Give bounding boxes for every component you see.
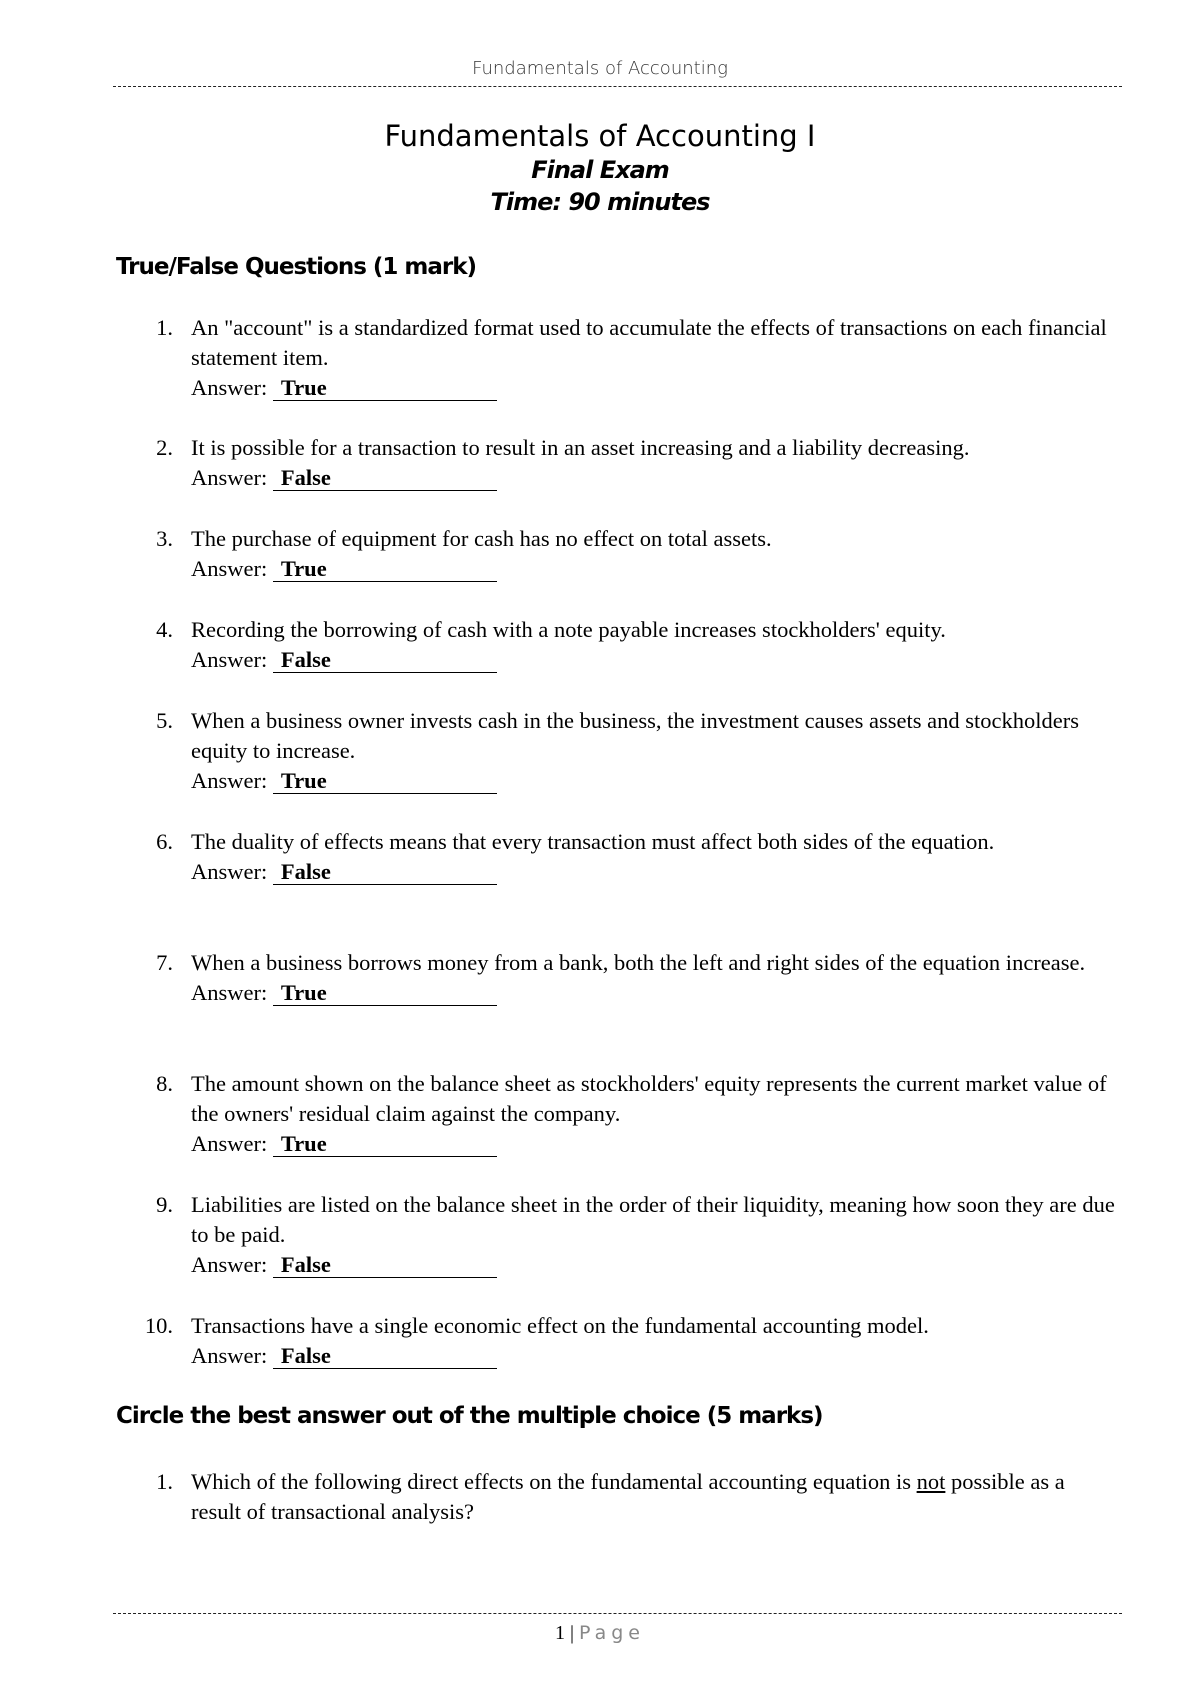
tf-question [116, 433, 1116, 493]
question-number: 8. [156, 1071, 173, 1096]
page-number: 1 [554, 1622, 565, 1644]
question-number: 4. [156, 617, 173, 642]
answer-label: Answer: [191, 1252, 268, 1277]
answer-value: True [273, 376, 497, 401]
tf-question [116, 827, 1116, 887]
running-header: Fundamentals of Accounting [472, 58, 728, 79]
question-text: The amount shown on the balance sheet as stockholders' equity represents the current market value of the owners' residual claim against the company. [191, 1071, 1107, 1126]
answer-line [191, 645, 1116, 675]
exam-time: Time: 90 minutes [490, 188, 710, 216]
answer-line [191, 1129, 1116, 1159]
question-text-start: Which of the following direct effects on the fundamental accounting equation is [191, 1469, 917, 1494]
answer-label: Answer: [191, 859, 268, 884]
question-text: It is possible for a transaction to result in an asset increasing and a liability decreasing. [191, 435, 970, 460]
question-number: 7. [156, 950, 173, 975]
question-number: 1. [156, 1469, 173, 1494]
answer-line [191, 1250, 1116, 1280]
answer-label: Answer: [191, 1343, 268, 1368]
page-footer [0, 1622, 1200, 1645]
question-text-end: possible as a result of transactional analysis? [191, 1469, 1065, 1524]
question-emphasis: not [916, 1469, 946, 1494]
question-text: Recording the borrowing of cash with a note payable increases stockholders' equity. [191, 617, 946, 642]
answer-value: True [273, 557, 497, 582]
answer-line [191, 978, 1116, 1008]
question-text: The duality of effects means that every transaction must affect both sides of the equation. [191, 829, 995, 854]
answer-value: True [273, 981, 497, 1006]
page-word: Page [579, 1622, 645, 1644]
answer-line [191, 463, 1116, 493]
question-text: When a business owner invests cash in the business, the investment causes assets and stockholders equity to increase. [191, 708, 1079, 763]
tf-question [116, 948, 1116, 1008]
answer-value: True [273, 1132, 497, 1157]
answer-label: Answer: [191, 465, 268, 490]
question-text: An "account" is a standardized format used to accumulate the effects of transactions on each financial statement item. [191, 315, 1107, 370]
footer-rule [113, 1613, 1122, 1614]
answer-line [191, 554, 1116, 584]
answer-value: False [273, 1253, 497, 1278]
tf-question [116, 1311, 1116, 1371]
header-rule [113, 86, 1122, 87]
answer-label: Answer: [191, 980, 268, 1005]
tf-question [116, 313, 1116, 403]
answer-line [191, 766, 1116, 796]
answer-line [191, 1341, 1116, 1371]
title-block [0, 118, 1200, 218]
question-number: 6. [156, 829, 173, 854]
question-number: 9. [156, 1192, 173, 1217]
answer-label: Answer: [191, 375, 268, 400]
question-text: Liabilities are listed on the balance sheet in the order of their liquidity, meaning how soon they are due to be paid. [191, 1192, 1115, 1247]
answer-value: False [273, 1344, 497, 1369]
answer-value: False [273, 860, 497, 885]
tf-question [116, 1069, 1116, 1159]
tf-question [116, 615, 1116, 675]
tf-question [116, 1190, 1116, 1280]
answer-label: Answer: [191, 556, 268, 581]
answer-label: Answer: [191, 1131, 268, 1156]
question-number: 2. [156, 435, 173, 460]
question-text: The purchase of equipment for cash has no effect on total assets. [191, 526, 772, 551]
exam-subtitle: Final Exam [531, 156, 669, 184]
answer-value: False [273, 466, 497, 491]
question-number: 1. [156, 315, 173, 340]
document-title: Fundamentals of Accounting I [384, 119, 816, 153]
true-false-heading: True/False Questions (1 mark) [116, 254, 477, 280]
tf-question [116, 524, 1116, 584]
answer-line [191, 857, 1116, 887]
answer-label: Answer: [191, 647, 268, 672]
mc-question [116, 1467, 1116, 1527]
tf-question [116, 706, 1116, 796]
question-number: 3. [156, 526, 173, 551]
answer-value: False [273, 648, 497, 673]
question-number: 5. [156, 708, 173, 733]
multiple-choice-heading: Circle the best answer out of the multiple choice (5 marks) [116, 1403, 823, 1429]
question-text: When a business borrows money from a bank, both the left and right sides of the equation increase. [191, 950, 1086, 975]
answer-label: Answer: [191, 768, 268, 793]
answer-value: True [273, 769, 497, 794]
answer-line [191, 373, 1116, 403]
question-number: 10. [144, 1313, 173, 1338]
page-separator: | [569, 1622, 574, 1644]
question-text: Transactions have a single economic effect on the fundamental accounting model. [191, 1313, 929, 1338]
